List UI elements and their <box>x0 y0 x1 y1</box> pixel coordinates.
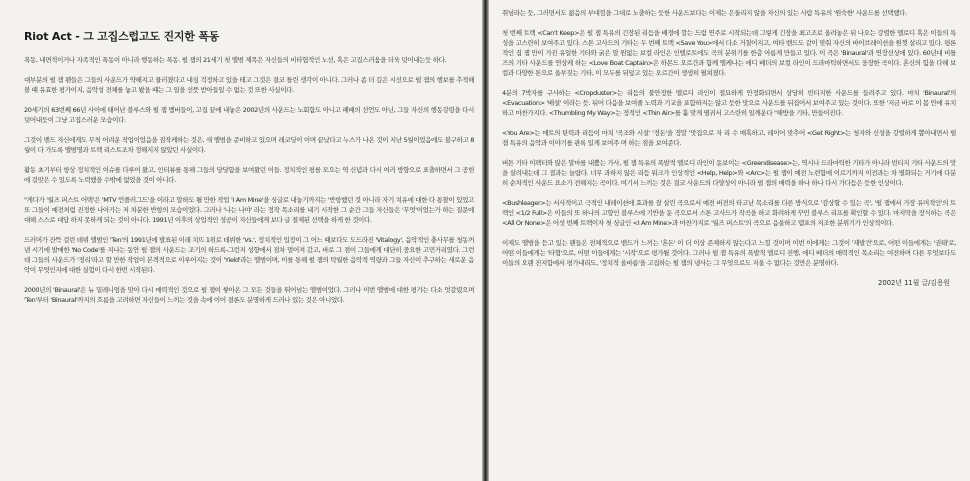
left-page <box>0 0 482 481</box>
paragraph: "게다가 '월즈 퍼스트 어택'은 'MTV 언플러그드'을 이라고 말하도 될 만한 작업 'I Am Mine'을 싱글로 내놓기까지는 '반항했던 것 아니라 자기 치유에 대한 다 통찰이 있었고 또 그들이 예전처럼 진정한 나아가는 저 차분한 반항의 모습이었다. 그러나 '나는 나야' 라는 정작 목소리를 내기 시작한 그 순간 그들 자신들은 '무엇'이었는가 하는 질문에 대해 스스로 대답 하지 못하게 되는 것이 아니다. 1991년 이후의 상업적인 성공이 자신들에게 보다 글 절제된 선택을 하게 한 것이다. <box>24 196 474 224</box>
paragraph: 활동 초기부터 항상 정치적인 이슈를 다루어 왔고, 인터뷰를 통해 그들의 당당함을 보여왔던 이들. 정치적인 평를 모으는 역 신념과 다시 여러 방향으로 표출하면서 그 공헌에 걸맞은 수 있도록 노력했을 수밖에 없었을 것이 아니다. <box>24 166 474 184</box>
paragraph: 이제도 앨범을 듣고 있는 팬들은 전체적으로 밴드가 느끼는 '혼돈' 이 더 이상 존재하지 않는다고 느낄 것이며 이번 이에게는 그것이 '재발견'으로, 어떤 이들에게는 '권태'로, 어떤 이들에게는 '타협'으로, 어떤 이들에게는 '시작'으로 평가될 것이다. 그러나 펄 잼 특유의 폭발적 멜로디 진행, 에디 베더의 매력적인 목소리는 여전하며 다른 무엇보다도 이들의 오랜 진지함에서 평가내리도, '정치적 올바름'을 고집하는 펄 잼의 냉사는 그 무엇으로도 지울 수 없다는 것만은 분명하다. <box>502 239 956 267</box>
paragraph: 드러머가 잔뜩 걸린 데뷔 앨범인 'Ten'의 1991년에 발표된 이래 치뜨 1위로 데뷔한 'Vs.', 정치적인 입장이 그 어느 때보다도 도드라진 'Vitalogy', 음악적인 충사무를 청동꺼낸 시기에 발매한 'No Code'를 지나는 동안 펄 잼의 사운드는 조기의 하드록-그런지 성향에서 점차 멀어져 갔고, 바로 그 점이 그들에게 대단히 중요한 고민거리였다. 그런데 그들의 사운드가 '정리'라고 할 만한 작업이 본격적으로 이루어지는 것이 'Yield'라는 앨범이며, 이를 통해 펄 잼의 탁월한 음악적 역량과 그들 자신이 추구하는 새로운 음악이 무엇인지에 대한 실험이 다시 한번 시작된다. <box>24 236 474 274</box>
paragraph: 2000년의 'Binaural'은 뉴 밀레니엄을 맞아 다시 매력적인 것으로 펄 잼이 쌓아온 그 모든 것들을 뛰어넘는 앨범이었다. 그러나 이번 앨범에 대한 평가는 다소 엇갈렸으며 'Ten'부터 'Binaural'까지의 흐름을 고려하면 자신들이 느끼는 것을 속에 이어 결론도 분명하게 드러나 있는 것은 아니었다. <box>24 286 474 304</box>
page-gutter <box>482 0 489 481</box>
paragraph: <You Are>는 매트의 탄력과 리듬이 마치 '곡조와 시설' '정돈'을 정말 '맛집으로 자 리 수 매혹하고, 레이어 맞추어 <Get Right>는 청자와 신성을 강렬하게 뽑아내면서 펄 잼 특유의 음악과 이야기를 관록 있게 보여주 며 하는 점을 보여준다. <box>502 129 956 147</box>
paragraph: 4분의 7박자를 구사하는 <Cropduster>는 리듬의 불안정한 멜로디 라인이 절묘하게 안정화되면서 상당히 빈티지한 사운드를 들려주고 있다. 마치 'Binaural'의 <Evacuation> '배설' 이라는 듯. 뒤어 다음을 보여줄 노력과 기교을 포함하지는 않고 듯한 맛으로 사운드를 뒤집어서 보여주고 있는 것이다. 또한 '지금 바로 이 몸 안에 유치하고 마찬가지다. <Thumbling My Way>는 정적인 <Thin Air>를 훌 맞게 떨궈서 고스란히 일깨운다 "해방을 기타, 만들어진다. <box>502 89 956 117</box>
right-page <box>489 0 970 481</box>
paragraph: <Bushleager>는 서사적이고 극적인 내레이션에 효과를 잘 살린 곡으로서 예전 버전의 타고난 목소리를 다른 방식으로 '감상할 수 있는 곡', '펄 잼에서 가장 유머적인'의 트랙인 <1/2 Full>은 이들의 또 하나의 고향인 블루스에 기반을 둔 곡으로서 스톤 고사드가 작곡을 하고 화려하게 꾸민 블루스 리프를 확인할 수 있다. 마지막을 장식하는 곡은 <All Or None>은 어섯 번째 트랙이자 첫 싱글인 <I Am Mine>과 마찬가지로 '월즈 퍼스트'의 곡으로 음울하고 템포의 저조한 분위기가 인상적이다. <box>502 199 956 227</box>
page-title: Riot Act - 그 고집스럽고도 진지한 폭동 <box>24 30 220 43</box>
paragraph: 버튼 기타 이펙터와 많은 말마를 내뿜는 가사, 펄 잼 특유의 폭발적 멜로디 라인이 돋보이는 <Greendisease>는, 역시나 드라마틱한 기타가 아니라 빈티지 기타 사운드의 맛을 살려내는데 그 결과는 놀랍다. 너무 과하지 않은 리듬 워크가 인상적인 <Help, Help>와 <Arc>는 펄 잼이 예전 노련함에 이르기까지 이전과는 차 별화되는 거기에 다분히 순차적인 사운드 요소가 전해지는 곡이다. 여기서 느끼는 것은 결코 사운드의 다양성이 아니라 펄 잼의 매력을 하나 하나 다시 가다듬은 듯한 인상이다. <box>502 159 956 187</box>
author-signature: 2002년 11월 글/김용원 <box>878 279 950 287</box>
paragraph: 그것이 밴드 자신에게도 무척 어려운 작업이었음을 짐작케하는 것은, 새 앨범을 준비하고 있으며 레코딩이 이며 끝났다고 누스가 나온 것이 지난 5월이었음에도 불구하고 8월이 다 가도록 앨범명과 트랙 리스트조차 정해지지 않았던 사실이다. <box>24 136 474 154</box>
paragraph: 취넘라는 듯, 그러면서도 젊음의 부대낌을 그대로 노출하는 듯한 사운드보다는 이제는 은둘리지 않을 자신의 있는 사람 특유의 '원숙한' 사운드를 선택했다. <box>502 9 907 17</box>
paragraph: 폭동, 내면적이거나 자족적인 폭동이 아니라 행동하는 폭동. 펄 잼의 21세기 첫 앨범 제목은 자신들의 비타협적인 노선, 혹은 고집스러움을 더욱 덧어내는듯 하다. <box>24 56 447 64</box>
paragraph: 첫 번째 트랙 <Can't Keep>은 펄 잼 특유의 긴장된 리듬을 배경에 깔는 드럼 연주로 시작되는데 그렇게 긴장을 최고조로 올려놓은 뒤 나오는 강렬한 멜로디 훅은 이들의 특성을 고스란히 보여주고 있다. 스톤 고사드의 기타는 두 번째 트랙 <Save You>에서 다소 거칠어지고, 여타 밴드도 같이 맞춰 자신의 바이브레이션을 원껏 살리고 있다. 평론적인 집 잼 만이 가진 유일한 기타와 굵은 말 원없는 보컬 라인은 인텔로트에도 곡의 분위기를 한층 아름게 만들고 있다. 이 곡은 'Binaural'과 연장선상에 있다. 60년대 비틀즈의 기타 사운드를 연상케 하는 <Love Boat Captain>은 하몬드 오르간과 함께 엘케나는 에디 베더의 보컬 라인이 드라마틱하면서도 웅장한 곡이다. 혼신의 힘을 다해 보컬과 다양한 톤으로 울부짖는 기타, 이 모두를 뒤덮고 있는 오르간이 생생히 펼쳐졌다. <box>502 29 956 77</box>
paragraph: 20세기의 63번째 66년 사이에 태어난 블루스와 펄 잼 멤버들이, 고집 끝에 내놓은 2002년의 사운드는 노회함도 아니고 폐배의 선언도 아닌, 그들 자신의 행동강령을 다시 덧어내듯이 그냥 고집스러운 모습이다. <box>24 106 474 124</box>
paragraph: 대부분의 펄 잼 팬들은 그들의 사운드가 약해지고 물러졌다고 내심 걱정하고 있을 테고 그것은 결코 틀린 생각이 아니다. 그러나 좀 더 깊은 시선으로 펄 잼의 행보를 추적해볼 때 유효한 평가이지, 음악성 전체를 놓고 봤을 때는 그 일을 선뜻 받아들일 수 없는 것 또한 사실이다. <box>24 76 474 94</box>
